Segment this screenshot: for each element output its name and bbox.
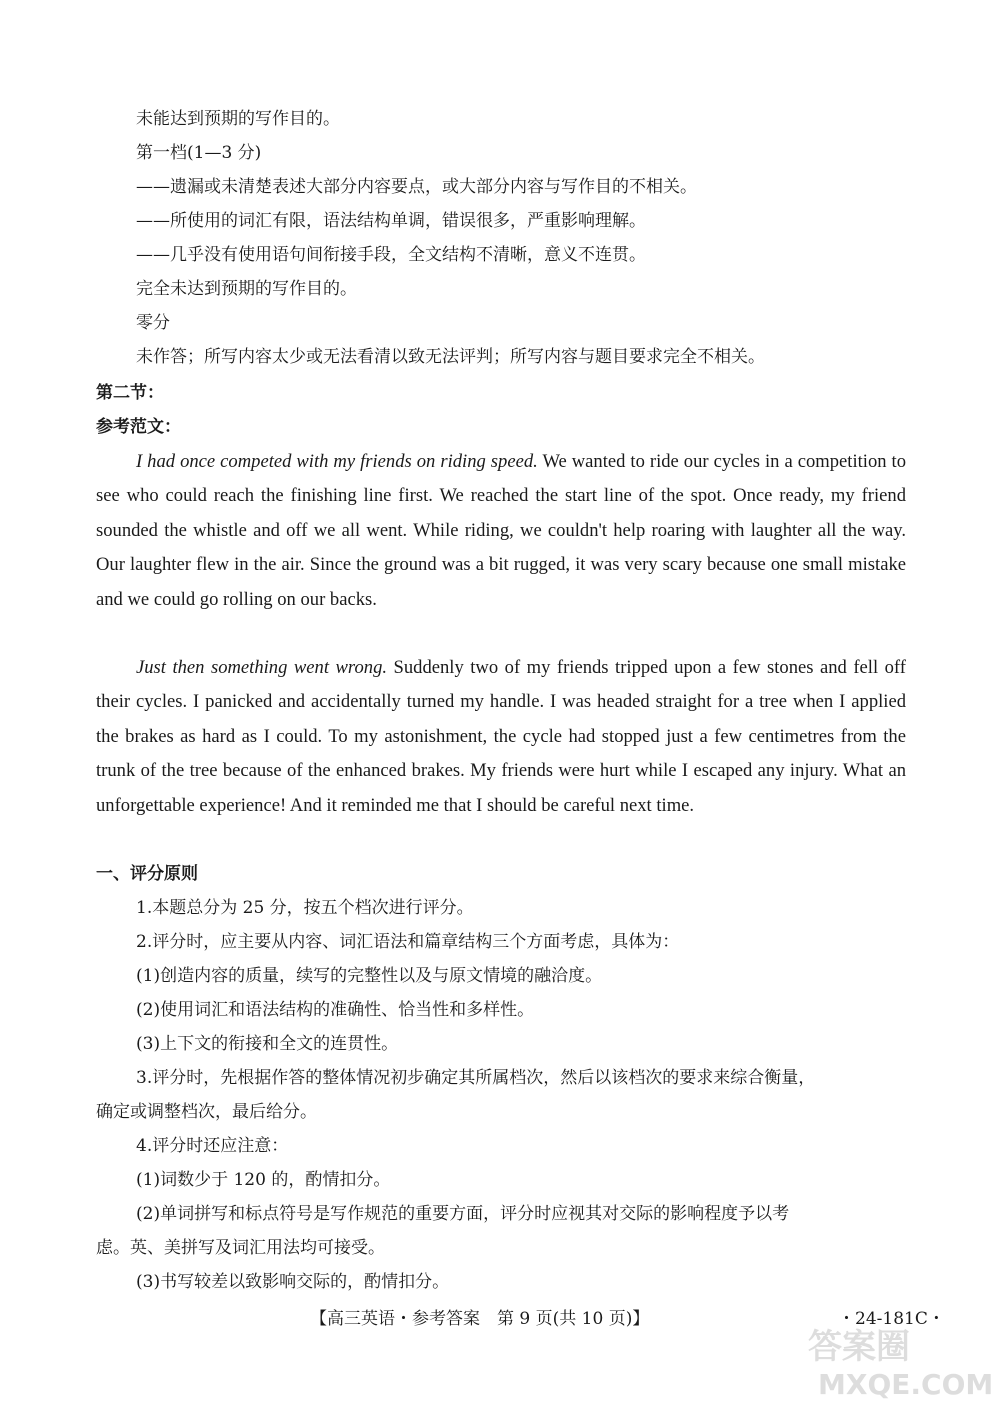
watermark-url: MXQE.COM xyxy=(818,1368,993,1401)
paragraph-opening-sentence: Just then something went wrong. xyxy=(136,657,388,678)
paragraph-opening-sentence: I had once competed with my friends on riding speed. xyxy=(136,451,538,472)
watermark-logo xyxy=(798,1318,993,1403)
principle-line: (2)使用词汇和语法结构的准确性、恰当性和多样性。 xyxy=(136,1000,535,1020)
principle-line: 确定或调整档次，最后给分。 xyxy=(96,1102,317,1122)
principle-line: (3)书写较差以致影响交际的，酌情扣分。 xyxy=(136,1272,450,1292)
text-line: ——几乎没有使用语句间衔接手段，全文结构不清晰，意义不连贯。 xyxy=(136,245,646,265)
footer-page-info: 【高三英语・参考答案 第 9 页(共 10 页)】 xyxy=(310,1309,650,1329)
principle-line: (1)词数少于 120 的，酌情扣分。 xyxy=(136,1170,391,1190)
text-line: 未能达到预期的写作目的。 xyxy=(136,109,340,129)
watermark-text: 答案圈 xyxy=(808,1327,910,1367)
principle-line: 3.评分时，先根据作答的整体情况初步确定其所属档次，然后以该档次的要求来综合衡量， xyxy=(136,1068,816,1088)
principle-line: 4.评分时还应注意： xyxy=(136,1136,289,1156)
principle-line: 虑。英、美拼写及词汇用法均可接受。 xyxy=(96,1238,385,1258)
sample-essay-heading: 参考范文： xyxy=(96,417,181,437)
paragraph-body: Suddenly two of my friends tripped upon a few stones and fell off their cycles. I panicked and accidentally turned my handle. I was headed straight for a tree when I applied the brakes as hard as I could. To my astonishment, the cycle had stopped just a few centimetres from the trunk of the tree because of the enhanced brakes. My friends were hurt while I escaped any injury. What an unforgettable experience! And it reminded me that I should be careful next time. xyxy=(96,657,906,816)
text-line: ——遗漏或未清楚表述大部分内容要点，或大部分内容与写作目的不相关。 xyxy=(136,177,697,197)
sample-paragraph-1 xyxy=(96,445,906,617)
text-line: ——所使用的词汇有限，语法结构单调，错误很多，严重影响理解。 xyxy=(136,211,646,231)
principle-line: (1)创造内容的质量，续写的完整性以及与原文情境的融洽度。 xyxy=(136,966,603,986)
text-line: 完全未达到预期的写作目的。 xyxy=(136,279,357,299)
principle-line: (3)上下文的衔接和全文的连贯性。 xyxy=(136,1034,399,1054)
sample-paragraph-2 xyxy=(96,651,906,823)
principle-line: (2)单词拼写和标点符号是写作规范的重要方面，评分时应视其对交际的影响程度予以考 xyxy=(136,1204,790,1224)
text-line: 未作答；所写内容太少或无法看清以致无法评判；所写内容与题目要求完全不相关。 xyxy=(136,347,765,367)
grade-level-heading: 第一档(1—3 分) xyxy=(136,143,262,163)
footer-code: ・24-181C・ xyxy=(838,1309,945,1329)
principles-heading: 一、评分原则 xyxy=(96,864,198,884)
paragraph-body: We wanted to ride our cycles in a competition to see who could reach the finishing line first. We reached the start line of the spot. Once ready, my friend sounded the whistle and off we all went. While riding, we couldn't help roaring with laughter all the way. Our laughter flew in the air. Since the ground was a bit rugged, it was very scary because one small mistake and we could go rolling on our backs. xyxy=(96,451,907,610)
principle-line: 1.本题总分为 25 分，按五个档次进行评分。 xyxy=(136,898,474,918)
principle-line: 2.评分时，应主要从内容、词汇语法和篇章结构三个方面考虑，具体为： xyxy=(136,932,680,952)
zero-score-heading: 零分 xyxy=(136,313,170,333)
section-two-heading: 第二节： xyxy=(96,383,164,403)
